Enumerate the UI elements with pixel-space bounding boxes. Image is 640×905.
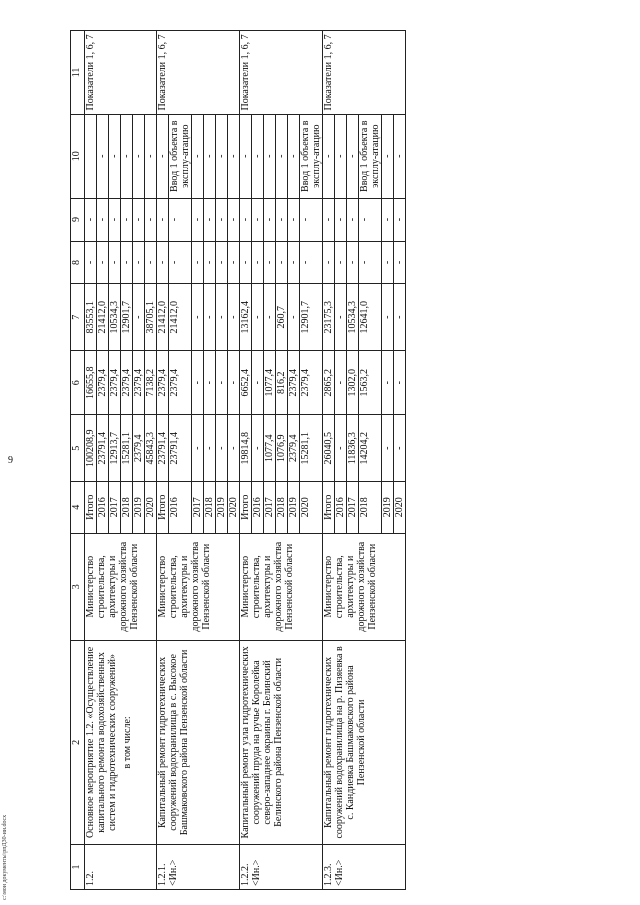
regional-budget-cell: 2865,2 [323, 351, 335, 415]
result-cell: - [394, 114, 406, 198]
federal-budget-cell: - [228, 284, 240, 351]
local-budget-cell: - [133, 241, 145, 284]
result-cell: - [157, 114, 169, 198]
indicators: Показатели 1, 6, 7 [157, 31, 240, 115]
executor: Министерство строительства, архитектуры и дорожного хозяйства Пензенской области [85, 533, 157, 640]
extra-budget-cell: - [264, 198, 276, 241]
year-cell: 2016 [252, 482, 264, 534]
regional-budget-cell: - [394, 351, 406, 415]
indicators: Показатели 1, 6, 7 [323, 31, 406, 115]
total-cell: 26040,5 [323, 415, 335, 482]
year-cell: 2019 [288, 482, 300, 534]
total-cell: - [204, 415, 216, 482]
executor: Министерство строительства, архитектуры и дорожного хозяйства Пензенской области [157, 533, 240, 640]
local-budget-cell: - [252, 241, 264, 284]
measure-name-text: Капитальный ремонт узла гидротехнических сооружений пруда на ручье Королейка северо-западнее окраины г. Белинский Белинского района Пензенской области [240, 646, 284, 839]
local-budget-cell: - [228, 241, 240, 284]
column-number-row [71, 31, 85, 890]
federal-budget-cell: 21412,0 [157, 284, 169, 351]
local-budget-cell: - [288, 241, 300, 284]
local-budget-cell: - [382, 241, 394, 284]
federal-budget-cell: 23175,3 [323, 284, 335, 351]
local-budget-cell: - [157, 241, 169, 284]
federal-budget-cell: - [394, 284, 406, 351]
table-row [240, 31, 252, 890]
result-cell: - [240, 114, 252, 198]
federal-budget-cell: 21412,0 [97, 284, 109, 351]
column-number-8: 8 [71, 241, 85, 284]
federal-budget-cell: 13162,4 [240, 284, 252, 351]
local-budget-cell: - [359, 241, 382, 284]
federal-budget-cell: - [264, 284, 276, 351]
local-budget-cell: - [216, 241, 228, 284]
year-cell: 2020 [300, 482, 323, 534]
extra-budget-cell: - [252, 198, 264, 241]
result-cell: - [347, 114, 359, 198]
total-cell: 15281,1 [300, 415, 323, 482]
federal-budget-cell: 38705,1 [145, 284, 157, 351]
total-cell: 23791,4 [169, 415, 192, 482]
local-budget-cell: - [97, 241, 109, 284]
row-number: 1.2.2. <Ин.> [240, 844, 323, 889]
total-cell: - [382, 415, 394, 482]
year-cell: Итого [240, 482, 252, 534]
result-cell: - [288, 114, 300, 198]
result-cell: Ввод 1 объекта в эксплу-атацию [300, 114, 323, 198]
local-budget-cell: - [394, 241, 406, 284]
regional-budget-cell: 1302,0 [347, 351, 359, 415]
federal-budget-cell: - [204, 284, 216, 351]
federal-budget-cell: 12901,7 [121, 284, 133, 351]
result-cell: - [252, 114, 264, 198]
regional-budget-cell: 2379,4 [133, 351, 145, 415]
total-cell: 1077,4 [264, 415, 276, 482]
result-cell: - [228, 114, 240, 198]
extra-budget-cell: - [157, 198, 169, 241]
extra-budget-cell: - [394, 198, 406, 241]
regional-budget-cell: 1563,2 [359, 351, 382, 415]
extra-budget-cell: - [288, 198, 300, 241]
local-budget-cell: - [109, 241, 121, 284]
local-budget-cell: - [85, 241, 97, 284]
row-number: 1.2.3. <Ин.> [323, 844, 406, 889]
result-cell: Ввод 1 объекта в эксплу-атацию [359, 114, 382, 198]
total-cell: - [252, 415, 264, 482]
local-budget-cell: - [264, 241, 276, 284]
year-cell: Итого [323, 482, 335, 534]
total-cell: 100208,9 [85, 415, 97, 482]
federal-budget-cell: - [288, 284, 300, 351]
total-cell: 23791,4 [157, 415, 169, 482]
result-cell: Ввод 1 объекта в эксплу-атацию [169, 114, 192, 198]
regional-budget-cell: 2379,4 [97, 351, 109, 415]
regional-budget-cell: 2379,4 [169, 351, 192, 415]
measure-name-text: Капитальный ремонт гидротехнических сооружений водохранилища на р. Пизяевка в с. Кандиевка Башмаковского района Пензенской области [323, 646, 367, 839]
table-row [323, 31, 335, 890]
row-number: 1.2. [85, 844, 157, 889]
local-budget-cell: - [347, 241, 359, 284]
extra-budget-cell: - [347, 198, 359, 241]
regional-budget-cell: 16655,8 [85, 351, 97, 415]
table-row [85, 31, 97, 890]
measure-name-text: Основное мероприятие 1.2. «Осуществление капитального ремонта водохозяйственных систем и гидротехнических сооружений» [85, 646, 118, 839]
local-budget-cell: - [192, 241, 204, 284]
sub-note: в том числе: [122, 716, 133, 769]
extra-budget-cell: - [276, 198, 288, 241]
local-budget-cell: - [145, 241, 157, 284]
regional-budget-cell: - [192, 351, 204, 415]
year-cell: Итого [85, 482, 97, 534]
total-cell: 14204,2 [359, 415, 382, 482]
total-cell: 23791,4 [97, 415, 109, 482]
regional-budget-cell: 7138,2 [145, 351, 157, 415]
year-cell: 2020 [145, 482, 157, 534]
total-cell: - [192, 415, 204, 482]
extra-budget-cell: - [169, 198, 192, 241]
footer-file-path: c:\мои документы\рпД30-ии.docx [2, 814, 8, 900]
total-cell: 45843,3 [145, 415, 157, 482]
result-cell [85, 114, 97, 198]
local-budget-cell: - [169, 241, 192, 284]
total-cell: 15281,1 [121, 415, 133, 482]
column-number-7: 7 [71, 284, 85, 351]
result-cell: - [121, 114, 133, 198]
extra-budget-cell: - [192, 198, 204, 241]
measure-name [85, 640, 157, 844]
extra-budget-cell: - [216, 198, 228, 241]
year-cell: 2016 [169, 482, 192, 534]
federal-budget-cell: 260,7 [276, 284, 288, 351]
result-cell: - [216, 114, 228, 198]
local-budget-cell: - [121, 241, 133, 284]
extra-budget-cell: - [109, 198, 121, 241]
federal-budget-cell: - [252, 284, 264, 351]
extra-budget-cell: - [335, 198, 347, 241]
year-cell: 2020 [228, 482, 240, 534]
year-cell: 2017 [347, 482, 359, 534]
total-cell: 11836,3 [347, 415, 359, 482]
regional-budget-cell: 2379,4 [109, 351, 121, 415]
regional-budget-cell: 2379,4 [300, 351, 323, 415]
local-budget-cell: - [276, 241, 288, 284]
result-cell: - [97, 114, 109, 198]
year-cell: Итого [157, 482, 169, 534]
program-table [70, 30, 406, 890]
year-cell: 2018 [359, 482, 382, 534]
indicators: Показатели 1, 6, 7 [240, 31, 323, 115]
extra-budget-cell: - [240, 198, 252, 241]
federal-budget-cell: - [192, 284, 204, 351]
column-number-5: 5 [71, 415, 85, 482]
regional-budget-cell: - [252, 351, 264, 415]
federal-budget-cell: - [382, 284, 394, 351]
year-cell: 2017 [264, 482, 276, 534]
executor: Министерство строительства, архитектуры и дорожного хозяйства Пензенской области [240, 533, 323, 640]
total-cell: 19814,8 [240, 415, 252, 482]
result-cell: - [382, 114, 394, 198]
federal-budget-cell: 21412,0 [169, 284, 192, 351]
result-cell: - [276, 114, 288, 198]
total-cell: 12913,7 [109, 415, 121, 482]
result-cell: - [264, 114, 276, 198]
total-cell: 1076,9 [276, 415, 288, 482]
extra-budget-cell: - [121, 198, 133, 241]
regional-budget-cell: 2379,4 [157, 351, 169, 415]
measure-name [157, 640, 240, 844]
federal-budget-cell: 12641,0 [359, 284, 382, 351]
extra-budget-cell: - [85, 198, 97, 241]
federal-budget-cell: 83553,1 [85, 284, 97, 351]
federal-budget-cell: - [216, 284, 228, 351]
federal-budget-cell: 10534,3 [347, 284, 359, 351]
year-cell: 2017 [192, 482, 204, 534]
extra-budget-cell: - [382, 198, 394, 241]
regional-budget-cell: 6652,4 [240, 351, 252, 415]
regional-budget-cell: 2379,4 [121, 351, 133, 415]
federal-budget-cell: 10534,3 [109, 284, 121, 351]
regional-budget-cell: 2379,4 [288, 351, 300, 415]
total-cell: - [216, 415, 228, 482]
year-cell: 2018 [121, 482, 133, 534]
local-budget-cell: - [323, 241, 335, 284]
year-cell: 2017 [109, 482, 121, 534]
total-cell: - [228, 415, 240, 482]
regional-budget-cell: - [382, 351, 394, 415]
local-budget-cell: - [240, 241, 252, 284]
result-cell: - [145, 114, 157, 198]
page-number: 9 [8, 455, 13, 466]
executor: Министерство строительства, архитектуры и дорожного хозяйства Пензенской области [323, 533, 406, 640]
local-budget-cell: - [204, 241, 216, 284]
year-cell: 2016 [97, 482, 109, 534]
column-number-3: 3 [71, 533, 85, 640]
extra-budget-cell: - [228, 198, 240, 241]
regional-budget-cell: 816,2 [276, 351, 288, 415]
local-budget-cell: - [335, 241, 347, 284]
rotated-page [70, 30, 595, 890]
extra-budget-cell: - [133, 198, 145, 241]
year-cell: 2020 [394, 482, 406, 534]
total-cell: - [335, 415, 347, 482]
federal-budget-cell: - [335, 284, 347, 351]
year-cell: 2019 [133, 482, 145, 534]
measure-name [240, 640, 323, 844]
year-cell: 2018 [204, 482, 216, 534]
column-number-4: 4 [71, 482, 85, 534]
year-cell: 2018 [276, 482, 288, 534]
regional-budget-cell: - [228, 351, 240, 415]
measure-name [323, 640, 406, 844]
indicators: Показатели 1, 6, 7 [85, 31, 157, 115]
column-number-2: 2 [71, 640, 85, 844]
column-number-1: 1 [71, 844, 85, 889]
result-cell: - [335, 114, 347, 198]
column-number-10: 10 [71, 114, 85, 198]
extra-budget-cell: - [204, 198, 216, 241]
result-cell: - [323, 114, 335, 198]
extra-budget-cell: - [300, 198, 323, 241]
extra-budget-cell: - [97, 198, 109, 241]
year-cell: 2019 [382, 482, 394, 534]
total-cell: 2379,4 [133, 415, 145, 482]
year-cell: 2019 [216, 482, 228, 534]
result-cell: - [192, 114, 204, 198]
row-number: 1.2.1. <Ин.> [157, 844, 240, 889]
regional-budget-cell: - [216, 351, 228, 415]
extra-budget-cell: - [145, 198, 157, 241]
regional-budget-cell: 1077,4 [264, 351, 276, 415]
column-number-6: 6 [71, 351, 85, 415]
result-cell: - [204, 114, 216, 198]
year-cell: 2016 [335, 482, 347, 534]
extra-budget-cell: - [323, 198, 335, 241]
extra-budget-cell: - [359, 198, 382, 241]
local-budget-cell: - [300, 241, 323, 284]
column-number-9: 9 [71, 198, 85, 241]
total-cell: 2379,4 [288, 415, 300, 482]
table-row [157, 31, 169, 890]
federal-budget-cell: 12901,7 [300, 284, 323, 351]
regional-budget-cell: - [204, 351, 216, 415]
regional-budget-cell: - [335, 351, 347, 415]
measure-name-text: Капитальный ремонт гидротехнических сооружений водохранилища в с. Высокое Башмаковского района Пензенской области [157, 649, 190, 836]
result-cell: - [133, 114, 145, 198]
federal-budget-cell: - [133, 284, 145, 351]
total-cell: - [394, 415, 406, 482]
result-cell: - [109, 114, 121, 198]
column-number-11: 11 [71, 31, 85, 115]
